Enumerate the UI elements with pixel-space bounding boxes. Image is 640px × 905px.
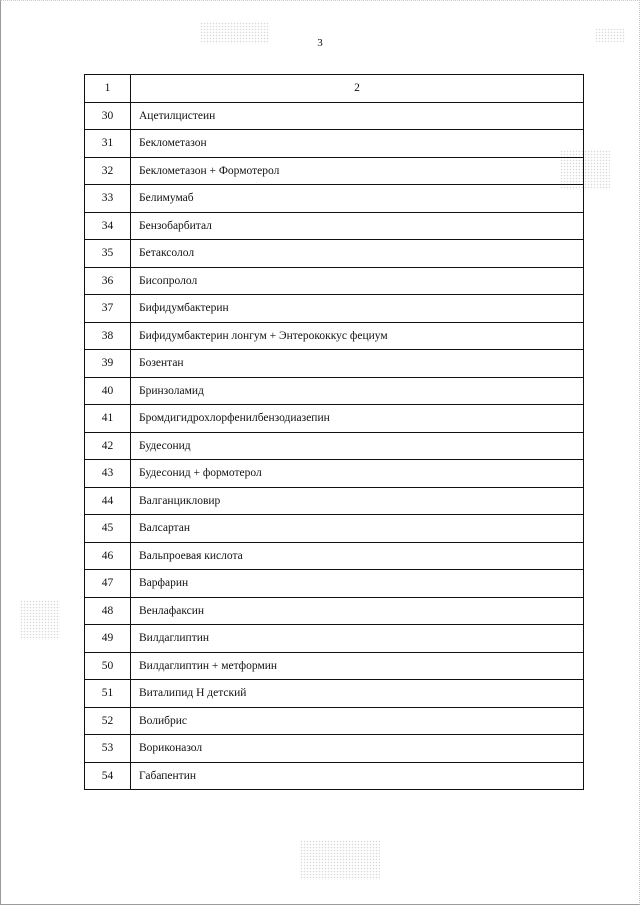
row-number: 34 [85,212,131,240]
table-row [85,405,584,433]
table-row [85,542,584,570]
drug-name: Волибрис [131,707,584,735]
row-number: 39 [85,350,131,378]
table-row [85,350,584,378]
table-row [85,102,584,130]
row-number: 52 [85,707,131,735]
table-row [85,570,584,598]
drug-name: Беклометазон [131,130,584,158]
drug-name: Виталипид Н детский [131,680,584,708]
table-row [85,130,584,158]
row-number: 35 [85,240,131,268]
table-row [85,597,584,625]
row-number: 31 [85,130,131,158]
table-row [85,157,584,185]
row-number: 43 [85,460,131,488]
drug-name: Бифидумбактерин лонгум + Энтерококкус фециум [131,322,584,350]
drug-name: Бензобарбитал [131,212,584,240]
table-row [85,707,584,735]
table-row [85,652,584,680]
row-number: 51 [85,680,131,708]
drug-name: Валганцикловир [131,487,584,515]
row-number: 40 [85,377,131,405]
drug-name: Вальпроевая кислота [131,542,584,570]
row-number: 36 [85,267,131,295]
table-row [85,762,584,790]
table-row [85,322,584,350]
row-number: 50 [85,652,131,680]
drug-name: Бринзоламид [131,377,584,405]
table-row [85,735,584,763]
row-number: 53 [85,735,131,763]
drug-name: Валсартан [131,515,584,543]
table-row [85,515,584,543]
table-header-row [85,75,584,103]
drug-name: Вилдаглиптин [131,625,584,653]
page-number: 3 [317,37,323,49]
table-row [85,185,584,213]
scan-noise [300,840,380,880]
drug-name: Бифидумбактерин [131,295,584,323]
row-number: 41 [85,405,131,433]
drug-name: Габапентин [131,762,584,790]
drug-name: Бисопролол [131,267,584,295]
column-header-name: 2 [131,75,584,103]
table-row [85,240,584,268]
drug-name: Венлафаксин [131,597,584,625]
drug-name: Белимумаб [131,185,584,213]
table-row [85,625,584,653]
drug-name: Вориконазол [131,735,584,763]
row-number: 47 [85,570,131,598]
table-body [85,102,584,790]
row-number: 46 [85,542,131,570]
table-row [85,487,584,515]
column-header-number: 1 [85,75,131,103]
drug-name: Бетаксолол [131,240,584,268]
drug-name: Будесонид [131,432,584,460]
table-row [85,295,584,323]
scan-noise [20,600,60,640]
drug-name: Бромдигидрохлорфенилбензодиазепин [131,405,584,433]
row-number: 30 [85,102,131,130]
table-row [85,377,584,405]
drug-name: Вилдаглиптин + метформин [131,652,584,680]
table-row [85,432,584,460]
row-number: 49 [85,625,131,653]
row-number: 44 [85,487,131,515]
row-number: 42 [85,432,131,460]
drug-name: Бозентан [131,350,584,378]
table-row [85,267,584,295]
drug-name: Ацетилцистеин [131,102,584,130]
drug-name: Варфарин [131,570,584,598]
row-number: 45 [85,515,131,543]
drug-name: Будесонид + формотерол [131,460,584,488]
row-number: 32 [85,157,131,185]
row-number: 37 [85,295,131,323]
drug-name: Беклометазон + Формотерол [131,157,584,185]
table-row [85,460,584,488]
drug-table [84,74,584,790]
row-number: 54 [85,762,131,790]
row-number: 38 [85,322,131,350]
table-row [85,680,584,708]
table-row [85,212,584,240]
row-number: 48 [85,597,131,625]
row-number: 33 [85,185,131,213]
